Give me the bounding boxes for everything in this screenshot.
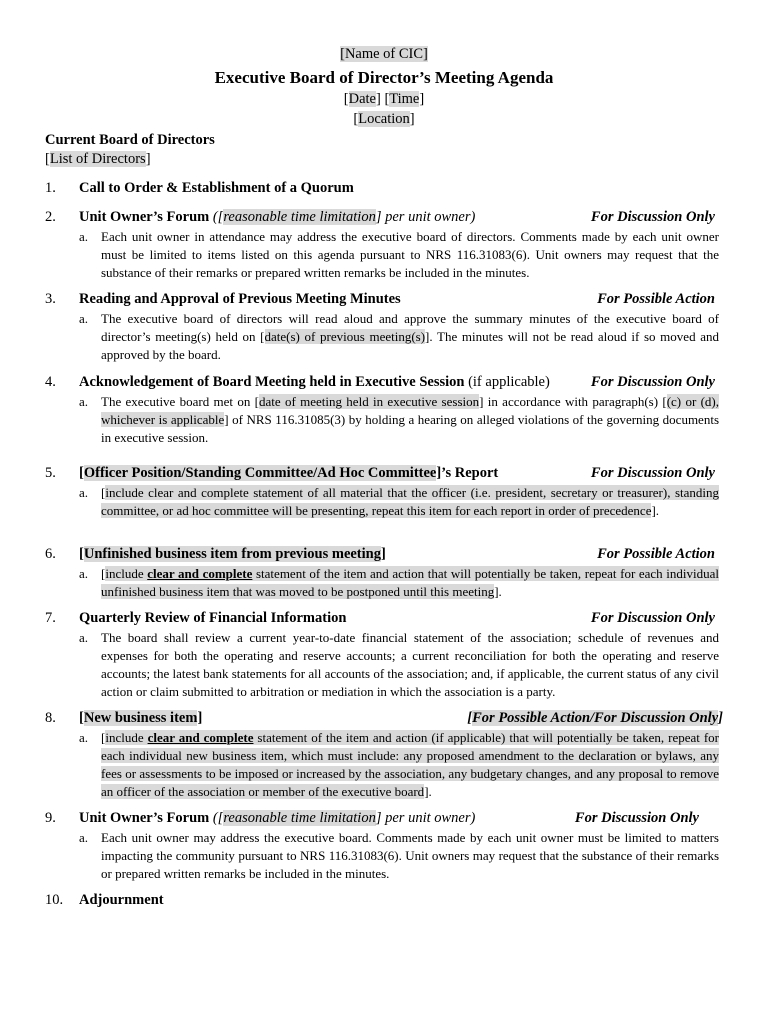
item-subpoint: a. [include clear and complete statement of the item and action that will potentially be taken, repeat for each individual unfinished business item that was moved to be postponed until this meeting]. bbox=[79, 566, 720, 599]
item-title: Reading and Approval of Previous Meeting Minutes bbox=[79, 291, 401, 307]
item-tag: For Discussion Only bbox=[574, 810, 699, 826]
board-list: [List of Directors] bbox=[45, 151, 151, 167]
item-tag: For Discussion Only bbox=[590, 465, 715, 481]
item-title: Quarterly Review of Financial Information bbox=[79, 610, 347, 626]
date-time: [Date] [Time] bbox=[343, 91, 425, 107]
item-subpoint: a. [include clear and complete statement of the item and action (if applicable) that will potentially be taken, repeat for each individual new business item, which must include: any proposed amendment to the declaration or bylaws, any fees or assessments to be imposed or increased by the association, any budgetary changes, and any proposal to remove an officer of the association or member of the executive board]. bbox=[79, 730, 719, 799]
item-tag: For Discussion Only bbox=[590, 374, 715, 390]
item-subpoint: a. Each unit owner may address the executive board. Comments made by each unit owner must be limited to matters impacting the community pursuant to NRS 116.31083(6). Unit owners may request that the substance of their remarks or prepared written remarks be included in the minutes. bbox=[79, 830, 719, 881]
item-tag: [For Possible Action/For Discussion Only] bbox=[467, 710, 723, 726]
item-tag: For Discussion Only bbox=[590, 610, 715, 626]
board-heading: Current Board of Directors bbox=[45, 132, 215, 148]
item-tag: For Possible Action bbox=[597, 546, 715, 562]
page-title: Executive Board of Director’s Meeting Agenda bbox=[214, 68, 554, 87]
agenda-page: [Name of CIC] Executive Board of Director’s Meeting Agenda [Date] [Time] [Location] Current Board of Directors [List of Directors] 1. Call to Order & Establishment of a Quorum 2. Unit Owner’s Forum ([reasonable time limitation] per unit owner) For Discussion Only a. Each unit owner in attendance may address the executive board of directors. Comments made by each unit owner must be limited to items listed on this agenda pursuant to NRS 116.31083(6). Unit owners may request that the substance of their remarks or prepared written remarks be included in the minutes. 3. Reading and Approval of Previous Meeting Minutes For Possible Action a. The executive board of directors will read aloud and approve the summary minutes of the executive board of director’s meeting(s) held on [date(s) of previous meeting(s)]. The minutes will not be read aloud if so moved and approved by the board. 4. Acknowledgement of Board Meeting held in Executive Session (if applicable) For Discussion Only a. The executive board met on [date of meeting held in executive session] in accordance with paragraph(s) [(c) or (d), whichever is applicable] of NRS 116.31085(3) by holding a hearing on alleged violations of the governing documents in executive session. 5. [Officer Position/Standing Committee/Ad Hoc Committee]’s Report For Discussion Only a. [include clear and complete statement of all material that the officer (i.e. president, secretary or treasurer), standing committee, or ad hoc committee will be presenting, repeat this item for each report in order of precedence]. 6. [Unfinished business item from previous meeting] For Possible Action a. [include clear and complete statement of the item and action that will potentially be taken, repeat for each individual unfinished business item that was moved to be postponed until this meeting]. 7. Quarterly Review of Financial Information For Discussion Only a. The board shall review a current year-to-date financial statement of the association; schedule of revenues and expenses for both the operating and reserve accounts; a current reconciliation for both the operating and reserve accounts; the latest bank statements for all accounts of the association; and, if applicable, the current status of any civil action or claim submitted to arbitration or mediation in which the association is a party. 8. [New business item] [For Possible Action/For Discussion Only] a. [include clear and complete statement of the item and action (if applicable) that will potentially be taken, repeat for each individual new business item, which must include: any proposed amendment to the declaration or bylaws, any fees or assessments to be imposed or increased by the association, any budgetary changes, and any proposal to remove an officer of the association or member of the executive board]. 9. Unit Owner’s Forum ([reasonable time limitation] per unit owner) For Discussion Only a. Each unit owner may address the executive board. Comments made by each unit owner must be limited to matters impacting the community pursuant to NRS 116.31083(6). Unit owners may request that the substance of their remarks or prepared written remarks be included in the minutes. 10. Adjournment bbox=[0, 0, 768, 1024]
item-title: Call to Order & Establishment of a Quorum bbox=[79, 180, 354, 196]
item-title: Unit Owner’s Forum ([reasonable time limitation] per unit owner) bbox=[79, 810, 476, 826]
item-subpoint: a. The executive board met on [date of meeting held in executive session] in accordance with paragraph(s) [(c) or (d), whichever is applicable] of NRS 116.31085(3) by holding a hearing on alleged violations of the governing documents in executive session. bbox=[79, 394, 719, 445]
location: [Location] bbox=[353, 111, 415, 127]
cic-name: [Name of CIC] bbox=[340, 46, 428, 62]
item-title: Unit Owner’s Forum ([reasonable time limitation] per unit owner) bbox=[79, 209, 476, 225]
item-title: [Unfinished business item from previous meeting] bbox=[79, 546, 386, 562]
item-title: [New business item] bbox=[79, 710, 203, 726]
item-subpoint: a. Each unit owner in attendance may address the executive board of directors. Comments made by each unit owner must be limited to items listed on this agenda pursuant to NRS 116.31083(6). Unit owners may request that the substance of their remarks or prepared written remarks be included in the minutes. bbox=[79, 229, 719, 280]
item-tag: For Possible Action bbox=[597, 291, 715, 307]
item-subpoint: a. [include clear and complete statement of all material that the officer (i.e. president, secretary or treasurer), standing committee, or ad hoc committee will be presenting, repeat this item for each report in order of precedence]. bbox=[79, 485, 719, 518]
item-title: Adjournment bbox=[79, 892, 164, 908]
item-subpoint: a. The board shall review a current year-to-date financial statement of the association; schedule of revenues and expenses for both the operating and reserve accounts; a current reconciliation for both the operating and reserve accounts; the latest bank statements for all accounts of the association; and, if applicable, the current status of any civil action or claim submitted to arbitration or mediation in which the association is a party. bbox=[79, 630, 719, 699]
item-tag: For Discussion Only bbox=[590, 209, 715, 225]
item-title: Acknowledgement of Board Meeting held in Executive Session (if applicable) bbox=[79, 374, 550, 390]
item-subpoint: a. The executive board of directors will read aloud and approve the summary minutes of the executive board of director’s meeting(s) held on [date(s) of previous meeting(s)]. The minutes will not be read aloud if so moved and approved by the board. bbox=[79, 311, 719, 362]
item-title: [Officer Position/Standing Committee/Ad Hoc Committee]’s Report bbox=[79, 465, 499, 481]
